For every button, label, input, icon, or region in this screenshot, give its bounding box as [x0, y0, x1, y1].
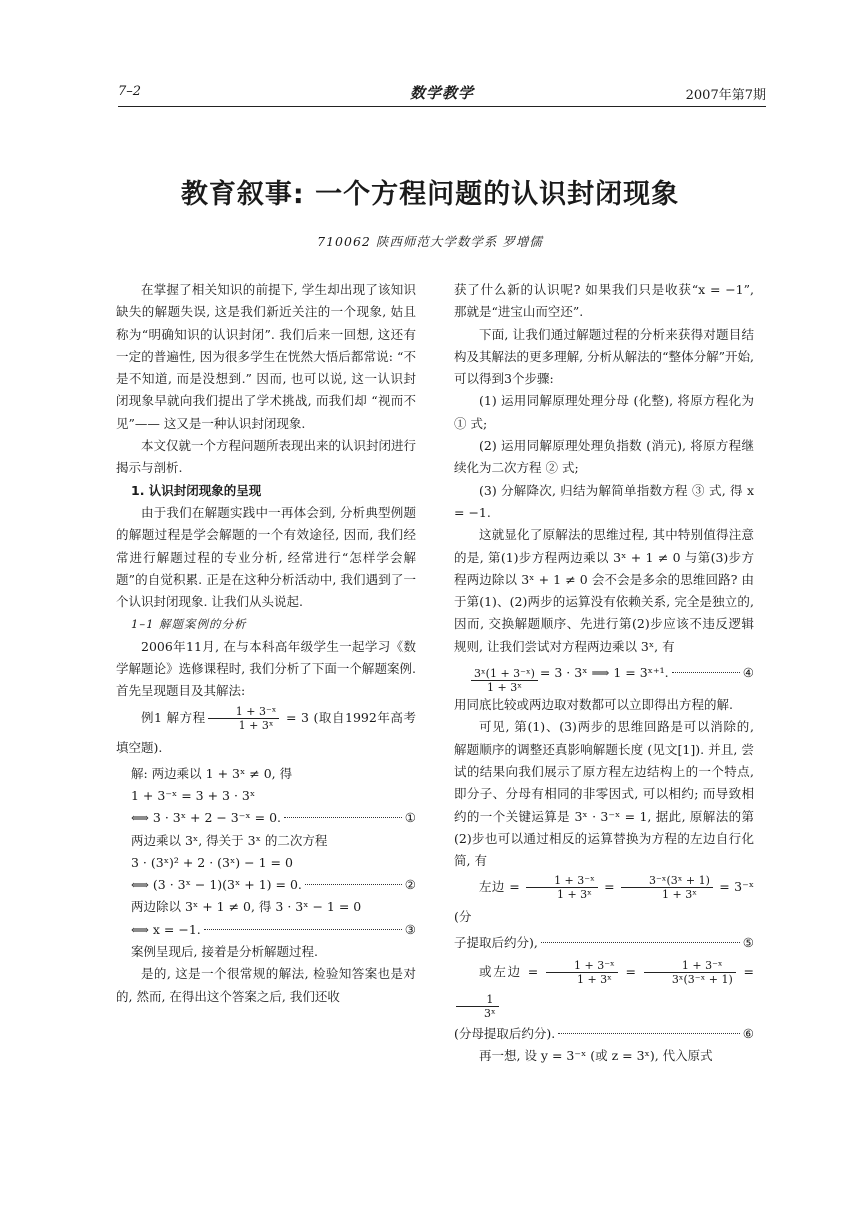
journal-name: 数学教学: [409, 84, 474, 102]
author-line: 710062 陕西师范大学数学系 罗增儒: [317, 234, 543, 249]
equation-text: ⟺ x = −1.: [131, 921, 201, 937]
denominator: 3ˣ: [484, 1006, 496, 1020]
equation-line: 3 · (3ˣ)² + 2 · (3ˣ) − 1 = 0: [131, 854, 293, 870]
paragraph: 获了什么新的认识呢? 如果我们只是收获“x = −1”, 那就是“进宝山而空还”.: [454, 282, 754, 320]
example-statement: [116, 703, 416, 763]
solution-step: 案例呈现后, 接着是分析解题过程.: [131, 944, 318, 960]
solution-step: 两边乘以 3ˣ, 得关于 3ˣ 的二次方程: [131, 832, 328, 848]
section-heading: 1. 认识封闭现象的呈现: [131, 482, 262, 498]
equation-marker: ④: [742, 665, 754, 681]
example-rest: = 3 (取自1992年高考填空题).: [116, 709, 416, 755]
fraction: [546, 959, 618, 986]
left-column: [116, 279, 416, 1008]
equation-marker: ③: [404, 921, 416, 937]
equation-marker: ①: [404, 810, 416, 826]
paragraph: 再一想, 设 y = 3⁻ˣ (或 z = 3ˣ), 代入原式: [479, 1048, 713, 1064]
fraction: [644, 959, 736, 986]
leader-dots: [541, 942, 740, 943]
right-column: [454, 279, 754, 1067]
numerator: 3⁻ˣ(3ˣ + 1): [621, 874, 713, 888]
equation-line: [454, 932, 754, 954]
fraction: [208, 705, 280, 732]
denominator: 1 + 3ˣ: [662, 888, 697, 902]
numerator: 1 + 3⁻ˣ: [546, 959, 618, 973]
paragraph: 2006年11月, 在与本科高年级学生一起学习《数学解题论》选修课程时, 我们分析了下面一个解题案例. 首先呈现题目及其解法:: [116, 638, 416, 699]
paragraph: 可见, 第(1)、(3)两步的思维回路是可以消除的, 解题顺序的调整还真影响解题长度 (见文[1]). 并且, 尝试的结果向我们展示了原方程左边结构上的一个特点, 即分子、分母有相同的非零因式, 可以相约; 而导致相约的一个关键运算是 3ˣ · 3⁻ˣ = 1, 据此, 原解法的第(2)步也可以通过相反的运算替换为方程的左边自行化简, 有: [454, 719, 754, 869]
equation-line: [454, 658, 754, 694]
solution-step: 两边除以 3ˣ + 1 ≠ 0, 得 3 · 3ˣ − 1 = 0: [131, 899, 362, 915]
equation-text: ⟺ 3 · 3ˣ + 2 − 3⁻ˣ = 0.: [131, 810, 282, 826]
equation-text: 左边 =: [479, 879, 525, 895]
paragraph: 这就显化了原解法的思维过程, 其中特别值得注意的是, 第(1)步方程两边乘以 3ˣ + 1 ≠ 0 与第(3)步方程两边除以 3ˣ + 1 ≠ 0 会不会是多余的思维回路? 由于第(1)、(2)两步的运算没有依赖关系, 完全是独立的, 因而, 交换解题顺序、先进行第(2)步应该不违反逻辑规则, 让我们尝试对方程两边乘以 3ˣ, 有: [454, 527, 754, 654]
issue-label: 2007年第7期: [685, 88, 766, 103]
leader-dots: [204, 929, 402, 930]
numerator: 1 + 3⁻ˣ: [208, 705, 280, 719]
leader-dots: [558, 1033, 740, 1034]
equation-text: 子提取后约分),: [454, 935, 538, 951]
equation-text: = 3 · 3ˣ ⟹ 1 = 3ˣ⁺¹.: [539, 665, 669, 681]
list-item: (1) 运用同解原理处理分母 (化整), 将原方程化为 ① 式;: [454, 393, 754, 431]
fraction: [471, 667, 538, 694]
example-label: 例1 解方程: [141, 709, 206, 725]
fraction: [456, 993, 499, 1020]
equation-marker: ⑤: [742, 935, 754, 951]
paragraph: 在掌握了相关知识的前提下, 学生却出现了该知识缺失的解题失误, 这是我们新近关注的一个现象, 姑且称为“明确知识的认识封闭”. 我们后来一回想, 这还有一定的普遍性, 因为很多学生在恍然大悟后都常说: “不是不知道, 而是没想到.” 因而, 也可以说, 这一认识封闭现象早就向我们提出了学术挑战, 而我们却 “视而不见”—— 这又是一种认识封闭现象.: [116, 282, 416, 431]
page-number: 7–2: [118, 84, 142, 99]
fraction: [621, 874, 713, 901]
subsection-heading: 1–1 解题案例的分析: [131, 617, 247, 632]
paragraph: 由于我们在解题实践中一再体会到, 分析典型例题的解题过程是学会解题的一个有效途径, 因而, 我们经常进行解题过程的专业分析, 经常进行“怎样学会解题”的自觉积累. 正是在这种分析活动中, 我们遇到了一个认识封闭现象. 让我们从头说起.: [116, 504, 416, 610]
list-item: (2) 运用同解原理处理负指数 (消元), 将原方程继续化为二次方程 ② 式;: [454, 438, 754, 476]
leader-dots: [672, 672, 740, 673]
page-header: [118, 82, 766, 107]
denominator: 1 + 3ˣ: [556, 888, 592, 902]
equation-text: 或左边 =: [479, 963, 545, 979]
equation-marker: ②: [404, 877, 416, 893]
numerator: 1 + 3⁻ˣ: [526, 874, 598, 888]
equation-line: 1 + 3⁻ˣ = 3 + 3 · 3ˣ: [131, 787, 256, 803]
paragraph: 本文仅就一个方程问题所表现出来的认识封闭进行揭示与剖析.: [116, 438, 417, 476]
numerator: 1 + 3⁻ˣ: [644, 959, 736, 973]
equation-line: 左边 = $\frac{\text{1 + 3⁻ˣ}}{\text{1 + 3ˣ}}$ = $\frac{\text{3⁻ˣ(3ˣ + 1)}}{\text{1 + 3ˣ}}$ = 3⁻ˣ (分: [454, 874, 755, 925]
denominator: 1 + 3ˣ: [487, 681, 522, 695]
leader-dots: [284, 817, 402, 818]
denominator: 1 + 3ˣ: [238, 718, 274, 732]
fraction: [526, 874, 598, 901]
equation-line: [454, 1023, 754, 1045]
equation-line: [116, 919, 416, 941]
solution-step: 解: 两边乘以 1 + 3ˣ ≠ 0, 得: [131, 765, 293, 781]
article-title: 教育叙事: 一个方程问题的认识封闭现象: [180, 179, 680, 210]
paragraph: 是的, 这是一个很常规的解法, 检验知答案也是对的, 然而, 在得出这个答案之后, 我们还收: [116, 966, 416, 1004]
equation-text: = 3⁻ˣ (分: [454, 879, 755, 925]
paragraph: 下面, 让我们通过解题过程的分析来获得对题目结构及其解法的更多理解, 分析从解法的“整体分解”开始, 可以得到3个步骤:: [454, 326, 754, 387]
denominator: 3ˣ(3⁻ˣ + 1): [671, 972, 733, 986]
numerator: 3ˣ(1 + 3⁻ˣ): [471, 667, 538, 681]
denominator: 1 + 3ˣ: [576, 972, 612, 986]
equation-line: [116, 874, 416, 896]
paragraph: 用同底比较或两边取对数都可以立即得出方程的解.: [454, 697, 733, 713]
equation-marker: ⑥: [742, 1025, 754, 1041]
equation-line: [116, 807, 416, 829]
list-item: (3) 分解降次, 归结为解简单指数方程 ③ 式, 得 x = −1.: [454, 482, 754, 520]
leader-dots: [305, 884, 402, 885]
numerator: 1: [456, 993, 499, 1007]
equation-line: 或左边 = $\frac{\text{1 + 3⁻ˣ}}{\text{1 + 3ˣ}}$ = $\frac{\text{1 + 3⁻ˣ}}{\text{3ˣ(3⁻ˣ + 1)}}$ = $\frac{1}{\text{3ˣ}}$: [454, 955, 754, 1023]
equation-text: (分母提取后约分).: [454, 1025, 556, 1041]
equation-text: ⟺ (3 · 3ˣ − 1)(3ˣ + 1) = 0.: [131, 877, 302, 893]
